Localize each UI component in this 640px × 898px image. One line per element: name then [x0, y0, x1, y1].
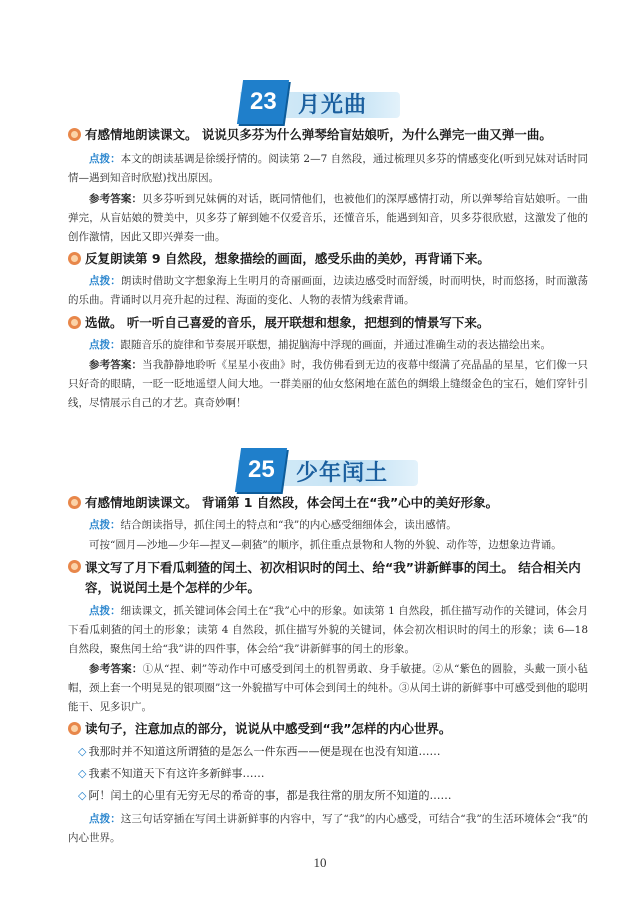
- tip-paragraph: [68, 516, 588, 535]
- answer-text: ①从“捏、刺”等动作中可感受到闰土的机智勇敢、身手敏捷。②从“紫色的圆脸，头戴一顶小毡帽，颈上套一个明晃晃的银项圈”这一外貌描写中可体会到闰土的纯朴。③从闰土讲的新鲜事中可感受到他的聪明能干、见多识广。: [68, 663, 588, 713]
- tip-label: 点拨：: [89, 605, 121, 617]
- question-icon: [68, 722, 81, 735]
- tip-paragraph: [68, 150, 588, 188]
- question-icon: [68, 560, 81, 573]
- quote-line-2: [78, 765, 264, 783]
- page-number: 10: [313, 855, 327, 870]
- question-3: [68, 314, 588, 332]
- lesson-25-header: [238, 448, 418, 492]
- tip-text: 朗读时借助文字想象海上生明月的奇丽画面，边读边感受时而舒缓，时而明快，时而悠扬，时而激荡的乐曲。背诵时以月亮升起的过程、海面的变化、人物的表情为线索背诵。: [68, 275, 588, 306]
- tip-text: 细读课文，抓关键词体会闰土在“我”心中的形象。如读第 1 自然段，抓住描写动作的关键词，体会月下看瓜刺猹的闰土的形象；读第 4 自然段，抓住描写外貌的关键词，体会初次相识时的闰土的形象；读 6—18 自然段，聚焦闰土给“我”讲的四件事，体会给“我”讲新鲜事的闰土的形象。: [68, 605, 589, 655]
- question-text: 读句子，注意加点的部分，说说从中感受到“我”怎样的内心世界。: [85, 721, 452, 736]
- lesson-number: 25: [247, 456, 275, 483]
- answer-paragraph: [68, 190, 588, 247]
- lesson-title: 少年闰土: [296, 461, 389, 486]
- question-2: [68, 250, 588, 268]
- tip-label: 点拨：: [89, 519, 121, 531]
- tip-paragraph: [68, 810, 588, 848]
- tip-label: 点拨：: [89, 339, 121, 351]
- tip-paragraph: [68, 602, 588, 659]
- diamond-icon: ◇: [78, 745, 87, 758]
- question-text: 有感情地朗读课文。 背诵第 1 自然段，体会闰土在“我”心中的美好形象。: [85, 495, 499, 510]
- question-text: 选做。 听一听自己喜爱的音乐，展开联想和想象，把想到的情景写下来。: [85, 315, 490, 330]
- question-1: [68, 126, 588, 144]
- answer-paragraph: [68, 660, 588, 717]
- lesson-number-badge: [237, 80, 289, 124]
- tip-text: 本文的朗读基调是徐缓抒情的。阅读第 2—7 自然段，通过梳理贝多芬的情感变化(听到兄妹对话时同情—遇到知音时欣慰)找出原因。: [68, 153, 588, 184]
- answer-label: 参考答案：: [89, 193, 143, 205]
- diamond-icon: ◇: [78, 789, 87, 802]
- tip-label: 点拨：: [89, 813, 121, 825]
- diamond-icon: ◇: [78, 767, 87, 780]
- tip-label: 点拨：: [89, 153, 121, 165]
- question-1: [68, 494, 588, 512]
- answer-text: 当我静静地聆听《星星小夜曲》时，我仿佛看到无边的夜幕中缀满了亮晶晶的星星，它们像一只只好奇的眼睛，一眨一眨地遥望人间大地。一群美丽的仙女悠闲地在蓝色的绸缎上缝缀金色的宝石，她们穿针引线，尽情展示自己的才艺。真奇妙啊！: [68, 359, 589, 409]
- question-text: 反复朗读第 9 自然段，想象描绘的画面，感受乐曲的美妙，再背诵下来。: [85, 251, 490, 266]
- tip-label: 点拨：: [89, 275, 121, 287]
- answer-label: 参考答案：: [89, 359, 143, 371]
- tip-text: 跟随音乐的旋律和节奏展开联想，捕捉脑海中浮现的画面，并通过准确生动的表达描绘出来。: [120, 339, 551, 351]
- quote-text: 我素不知道天下有这许多新鲜事……: [88, 767, 265, 780]
- question-icon: [68, 252, 81, 265]
- question-icon: [68, 496, 81, 509]
- tip-text: 可按“圆月—沙地—少年—捏叉—刺猹”的顺序，抓住重点景物和人物的外貌、动作等，边想象边背诵。: [89, 539, 562, 551]
- lesson-number: 23: [249, 88, 277, 115]
- tip-paragraph: [68, 272, 588, 310]
- answer-paragraph: [68, 356, 588, 413]
- tip-text: 结合朗读指导，抓住闰土的特点和“我”的内心感受细细体会，读出感情。: [120, 519, 457, 531]
- answer-text: 贝多芬听到兄妹俩的对话，既同情他们，也被他们的深厚感情打动，所以弹琴给盲姑娘听。一曲弹完，从盲姑娘的赞美中，贝多芬了解到她不仅爱音乐，还懂音乐，能遇到知音，贝多芬很欣慰，这激发了他的创作激情，因此又即兴弹奏一曲。: [68, 193, 589, 243]
- quote-text: 我那时并不知道这所谓猹的是怎么一件东西——便是现在也没有知道……: [88, 745, 441, 758]
- quote-text: 阿！闰土的心里有无穷无尽的希奇的事，都是我往常的朋友所不知道的……: [88, 789, 452, 802]
- question-text: 有感情地朗读课文。 说说贝多芬为什么弹琴给盲姑娘听，为什么弹完一曲又弹一曲。: [85, 127, 552, 142]
- lesson-number-badge: [235, 448, 287, 492]
- tip-paragraph-2: [68, 536, 588, 555]
- question-icon: [68, 316, 81, 329]
- question-3: [68, 720, 588, 738]
- lesson-23-header: [240, 80, 410, 124]
- tip-text: 这三句话穿插在写闰土讲新鲜事的内容中，写了“我”的内心感受，可结合“我”的生活环境体会“我”的内心世界。: [68, 813, 588, 844]
- lesson-title: 月光曲: [298, 93, 368, 118]
- quote-line-1: [78, 743, 440, 761]
- question-text: 课文写了月下看瓜刺猹的闰土、初次相识时的闰土、给“我”讲新鲜事的闰土。 结合相关内容，说说闰土是个怎样的少年。: [85, 560, 581, 595]
- question-2: [68, 558, 588, 598]
- question-icon: [68, 128, 81, 141]
- tip-paragraph: [68, 336, 588, 355]
- answer-label: 参考答案：: [89, 663, 143, 675]
- quote-line-3: [78, 787, 451, 805]
